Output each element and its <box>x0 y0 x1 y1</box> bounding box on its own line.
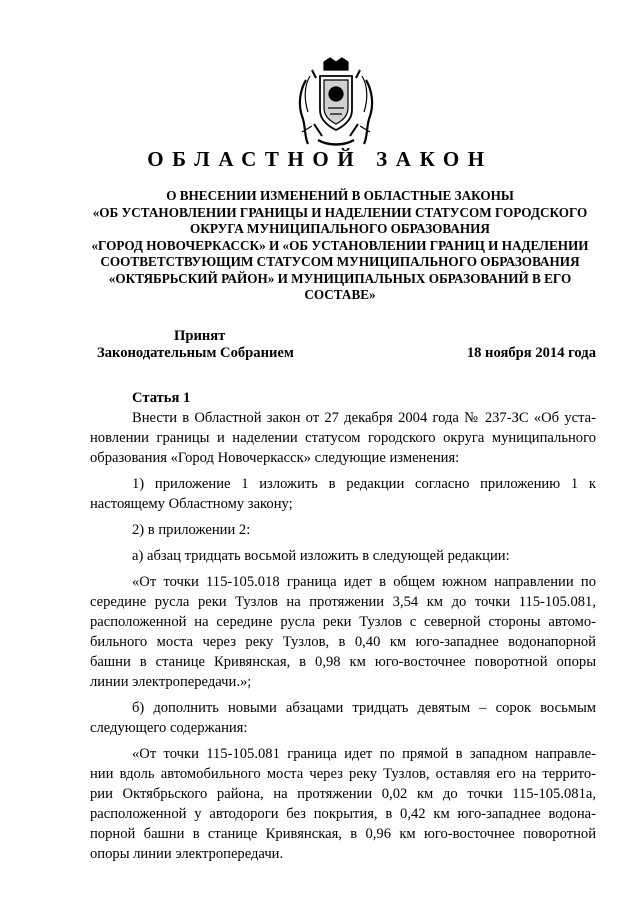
article-heading: Статья 1 <box>132 390 191 406</box>
acceptance-date: 18 ноября 2014 года <box>466 345 596 361</box>
body-line: 1) приложение 1 изложить в редакции согласно приложению 1 к <box>132 476 596 492</box>
body-line: «От точки 115-105.081 граница идет по прямой в западном направле- <box>132 746 596 762</box>
body-line: порной башни в станице Кривянская, в 0,96 км юго-восточнее поворотной <box>90 826 596 842</box>
title-line: СООТВЕТСТВУЮЩИМ СТАТУСОМ МУНИЦИПАЛЬНОГО ОБРАЗОВАНИЯ <box>100 254 580 269</box>
body-line: 2) в приложении 2: <box>132 522 251 538</box>
body-line: а) абзац тридцать восьмой изложить в следующей редакции: <box>132 548 510 564</box>
title-line: «ГОРОД НОВОЧЕРКАССК» И «ОБ УСТАНОВЛЕНИИ ГРАНИЦ И НАДЕЛЕНИИ <box>91 237 589 253</box>
body-line: башни в станице Кривянская, в 0,98 км юго-восточнее поворотной опоры <box>90 654 596 670</box>
body-line: нии вдоль автомобильного моста через реку Тузлов, оставляя его на террито- <box>90 766 596 782</box>
body-line: бильного моста через реку Тузлов, в 0,40 км юго-западнее водонапорной <box>90 634 596 650</box>
title-line: ОКРУГА МУНИЦИПАЛЬНОГО ОБРАЗОВАНИЯ <box>190 221 490 236</box>
body-line: расположенной у автодороги без покрытия, в 0,42 км юго-западнее водона- <box>90 806 596 822</box>
title-line: О ВНЕСЕНИИ ИЗМЕНЕНИЙ В ОБЛАСТНЫЕ ЗАКОНЫ <box>166 188 514 203</box>
title-line: «ОКТЯБРЬСКИЙ РАЙОН» И МУНИЦИПАЛЬНЫХ ОБРАЗОВАНИЙ В ЕГО <box>108 270 572 286</box>
acceptance-label: Принят <box>174 328 226 344</box>
body-line: расположенной на середине русла реки Тузлов с северной стороны автомо- <box>90 614 596 630</box>
acceptance-body: Законодательным Собранием <box>97 345 294 361</box>
body-line: опоры линии электропередачи. <box>90 846 284 862</box>
title-line: «ОБ УСТАНОВЛЕНИИ ГРАНИЦЫ И НАДЕЛЕНИИ СТАТУСОМ ГОРОДСКОГО <box>92 204 588 220</box>
body-line: образования «Город Новочеркасск» следующие изменения: <box>90 450 460 466</box>
body-line: середине русла реки Тузлов на протяжении 3,54 км до точки 115-105.081, <box>90 594 596 610</box>
body-line: настоящему Областному закону; <box>90 496 293 512</box>
body-line: б) дополнить новыми абзацами тридцать девятым – сорок восьмым <box>132 700 596 716</box>
title-line: СОСТАВЕ» <box>304 287 376 302</box>
body-line: Внести в Областной закон от 27 декабря 2004 года № 237-ЗС «Об уста- <box>132 410 596 426</box>
body-line: «От точки 115-105.018 граница идет в общем южном направлении по <box>132 574 596 590</box>
body-line: следующего содержания: <box>90 720 248 736</box>
body-line: новлении границы и наделении статусом городского округа муниципального <box>90 430 596 446</box>
body-line: линии электропередачи.»; <box>90 674 252 690</box>
document-type-heading: ОБЛАСТНОЙ ЗАКОН <box>147 147 493 171</box>
body-line: рии Октябрьского района, на протяжении 0,02 км до точки 115-105.081а, <box>90 786 596 802</box>
